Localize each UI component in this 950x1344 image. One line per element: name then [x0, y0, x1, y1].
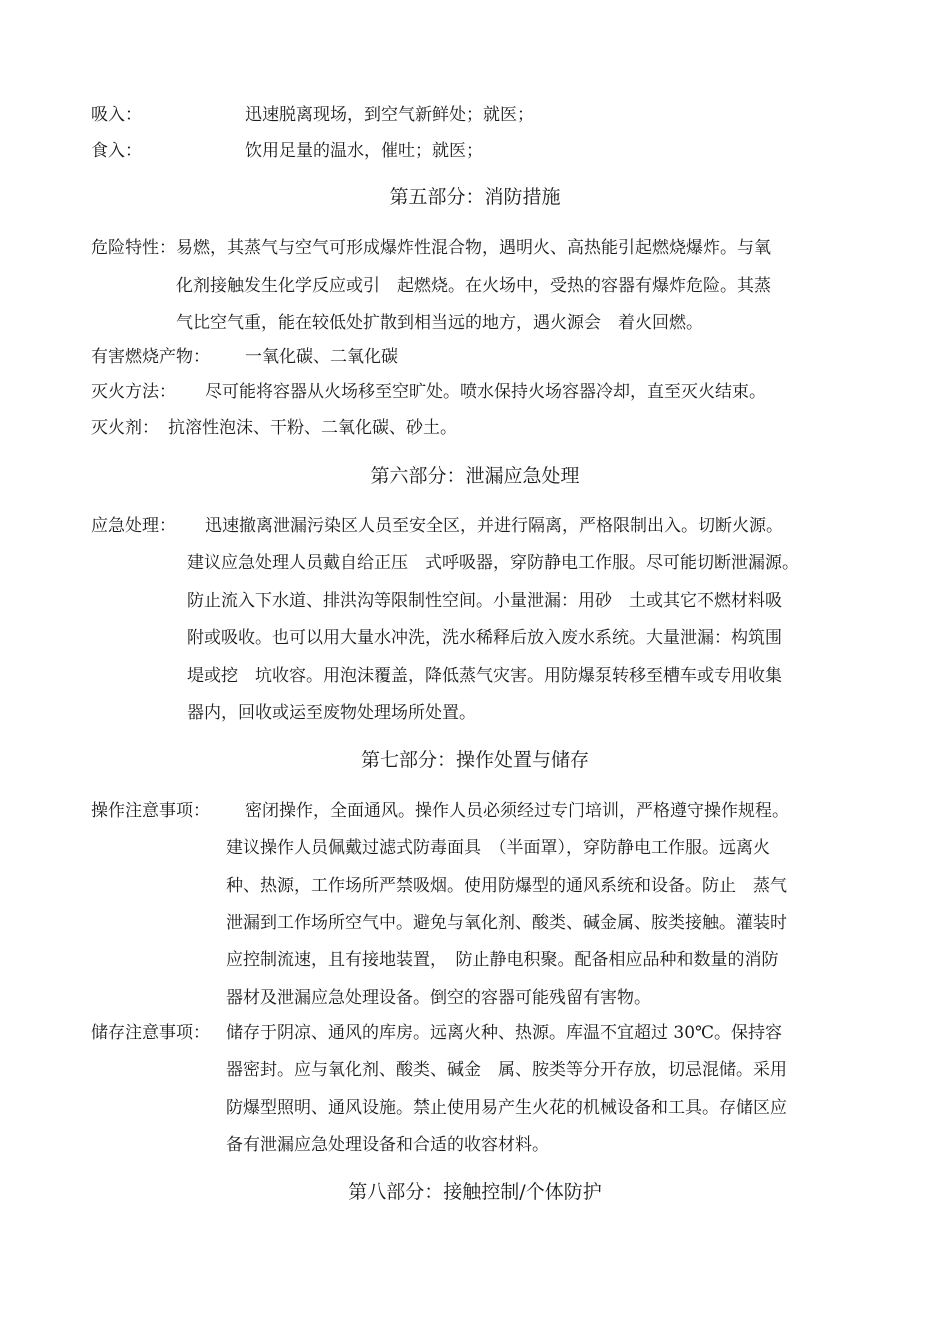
section5-title: 第五部分：消防措施 — [389, 186, 561, 208]
operation-line: 泄漏到工作场所空气中。避免与氧化剂、酸类、碱金属、胺类接触。灌装时 — [226, 913, 787, 933]
agent-text: 抗溶性泡沫、干粉、二氧化碳、砂土。 — [168, 418, 457, 438]
products-text: 一氧化碳、二氧化碳 — [245, 347, 398, 367]
storage-label: 储存注意事项： — [91, 1023, 210, 1043]
storage-line: 器密封。应与氧化剂、酸类、碱金 属、胺类等分开存放，切忌混储。采用 — [226, 1060, 787, 1080]
operation-line: 建议操作人员佩戴过滤式防毒面具 （半面罩），穿防静电工作服。远离火 — [226, 838, 770, 858]
inhale-label: 吸入： — [91, 105, 142, 125]
hazard-label: 危险特性： — [91, 238, 176, 258]
method-label: 灭火方法： — [91, 382, 176, 402]
ingest-text: 饮用足量的温水，催吐；就医； — [245, 141, 483, 161]
section6-title: 第六部分：泄漏应急处理 — [370, 465, 580, 487]
hazard-line: 易燃，其蒸气与空气可形成爆炸性混合物，遇明火、高热能引起燃烧爆炸。与氧 — [176, 238, 771, 258]
inhale-text: 迅速脱离现场，到空气新鲜处；就医； — [245, 105, 534, 125]
emergency-line: 堤或挖 坑收容。用泡沫覆盖，降低蒸气灾害。用防爆泵转移至槽车或专用收集 — [187, 666, 782, 686]
section7-title: 第七部分：操作处置与储存 — [360, 749, 589, 771]
emergency-label: 应急处理： — [91, 516, 176, 536]
storage-line: 防爆型照明、通风设施。禁止使用易产生火花的机械设备和工具。存储区应 — [226, 1098, 787, 1118]
emergency-line: 防止流入下水道、排洪沟等限制性空间。小量泄漏：用砂 土或其它不燃材料吸 — [187, 591, 782, 611]
ingest-label: 食入： — [91, 141, 142, 161]
hazard-line: 化剂接触发生化学反应或引 起燃烧。在火场中，受热的容器有爆炸危险。其蒸 — [176, 276, 771, 296]
emergency-line: 建议应急处理人员戴自给正压 式呼吸器，穿防静电工作服。尽可能切断泄漏源。 — [187, 553, 799, 573]
operation-label: 操作注意事项： — [91, 801, 210, 821]
section8-title: 第八部分：接触控制/个体防护 — [348, 1181, 602, 1203]
emergency-line: 附或吸收。也可以用大量水冲洗，洗水稀释后放入废水系统。大量泄漏：构筑围 — [187, 628, 782, 648]
storage-line: 备有泄漏应急处理设备和合适的收容材料。 — [226, 1135, 549, 1155]
products-label: 有害燃烧产物： — [91, 347, 210, 367]
emergency-line: 迅速撤离泄漏污染区人员至安全区，并进行隔离，严格限制出入。切断火源。 — [205, 516, 783, 536]
emergency-line: 器内，回收或运至废物处理场所处置。 — [187, 703, 476, 723]
storage-line: 储存于阴凉、通风的库房。远离火种、热源。库温不宜超过 30℃。保持容 — [226, 1023, 783, 1043]
operation-line: 密闭操作，全面通风。操作人员必须经过专门培训，严格遵守操作规程。 — [245, 801, 789, 821]
hazard-line: 气比空气重，能在较低处扩散到相当远的地方，遇火源会 着火回燃。 — [176, 313, 703, 333]
agent-label: 灭火剂： — [91, 418, 159, 438]
method-text: 尽可能将容器从火场移至空旷处。喷水保持火场容器冷却，直至灭火结束。 — [205, 382, 766, 402]
operation-line: 应控制流速，且有接地装置， 防止静电积聚。配备相应品种和数量的消防 — [226, 950, 779, 970]
operation-line: 种、热源，工作场所严禁吸烟。使用防爆型的通风系统和设备。防止 蒸气 — [226, 876, 787, 896]
operation-line: 器材及泄漏应急处理设备。倒空的容器可能残留有害物。 — [226, 988, 651, 1008]
